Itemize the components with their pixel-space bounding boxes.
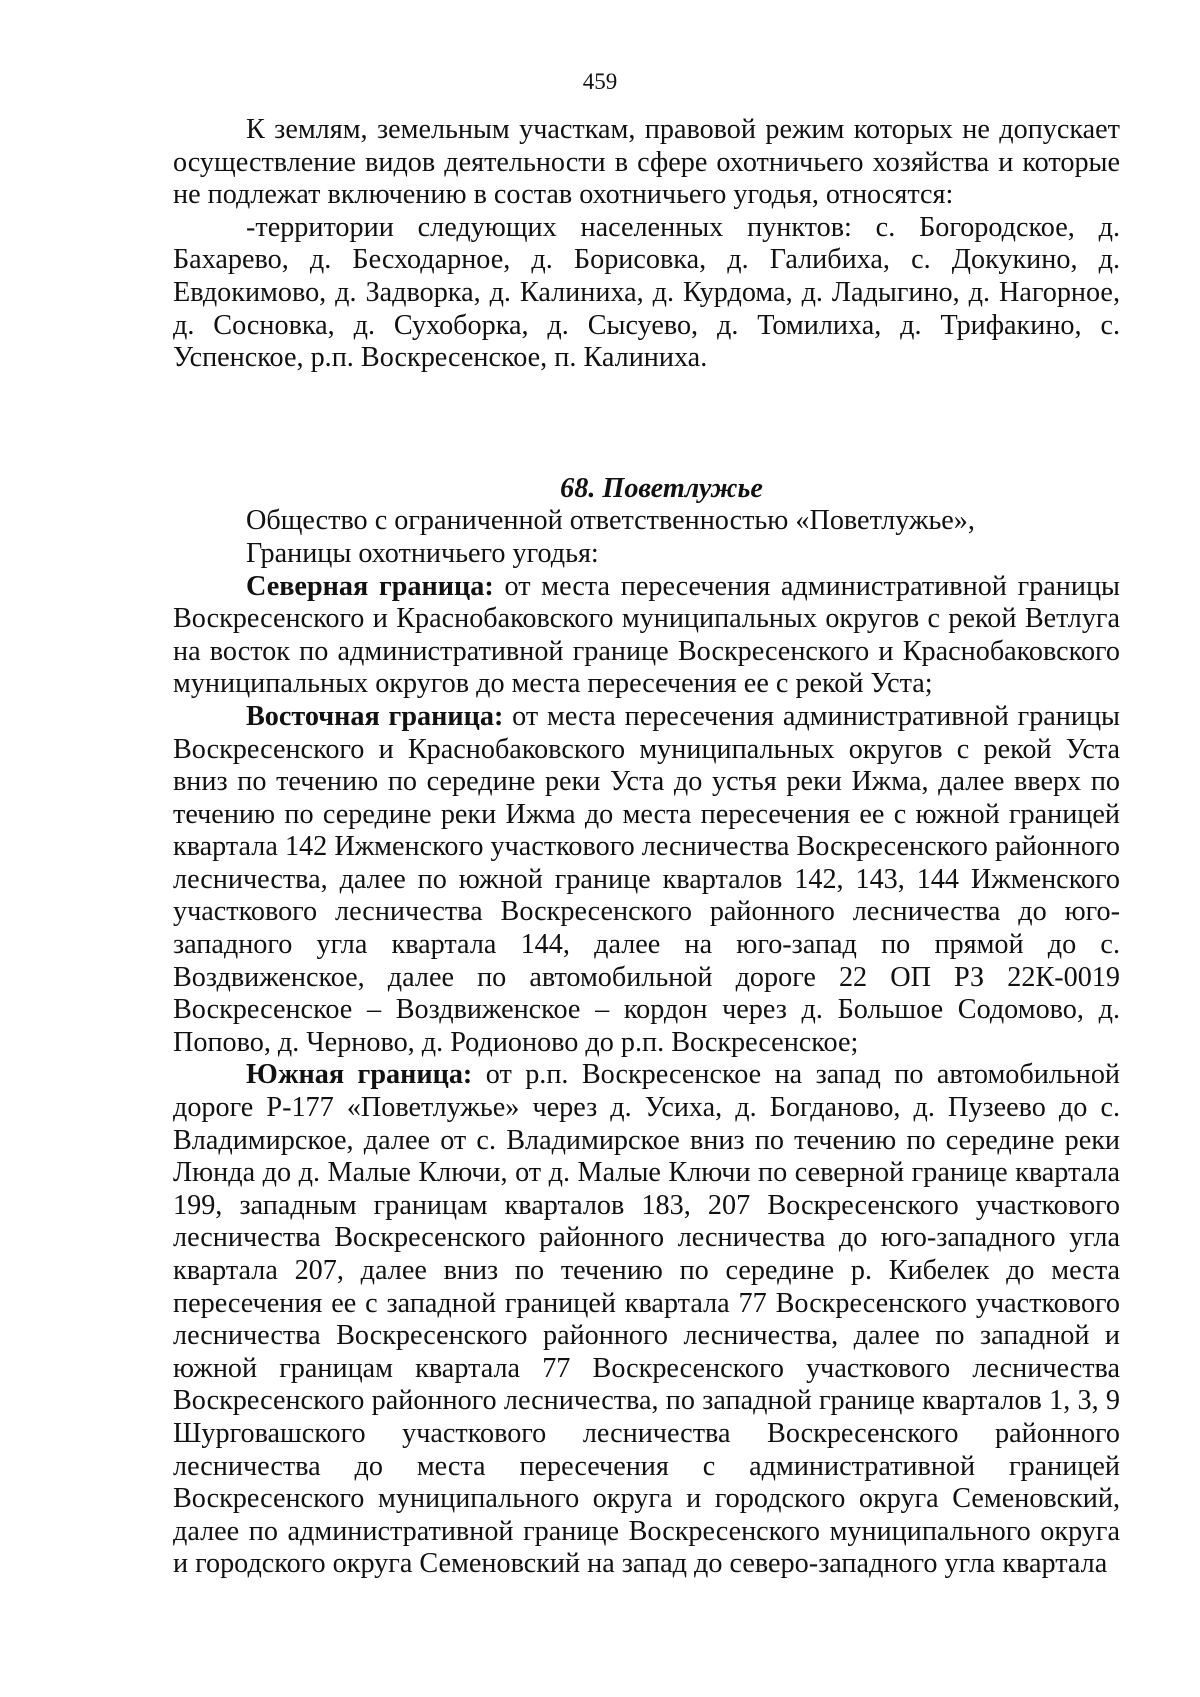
east-boundary-label: Восточная граница: xyxy=(246,700,504,732)
east-boundary-text: от места пересечения административной границы Воскресенского и Краснобаковского муниципальных округов с рекой Уста вниз по течению по середине реки Уста до устья реки Ижма, далее вверх по течению по середине реки Ижма до места пересечения ее с южной границей квартала 142 Ижменского участкового лесничества Воскресенского районного лесничества, далее по южной границе кварталов 142, 143, 144 Ижменского участкового лесничества Воскресенского районного лесничества до юго-западного угла квартала 144, далее на юго-запад по прямой до с. Воздвиженское, далее по автомобильной дороге 22 ОП РЗ 22К-0019 Воскресенское – Воздвиженское – кордон через д. Большое Содомово, д. Попово, д. Черново, д. Родионово до р.п. Воскресенское; xyxy=(173,700,1121,1058)
organization-name: Общество с ограниченной ответственностью «Поветлужье», xyxy=(246,505,975,537)
south-boundary-text: от р.п. Воскресенское на запад по автомобильной дороге Р-177 «Поветлужье» через д. Усиха, д. Богданово, д. Пузеево до с. Владимирское, далее от с. Владимирское вниз по течению по середине реки Люнда до д. Малые Ключи, от д. Малые Ключи по северной границе квартала 199, западным границам кварталов 183, 207 Воскресенского участкового лесничества Воскресенского районного лесничества до юго-западного угла квартала 207, далее вниз по течению по середине р. Кибелек до места пересечения ее с западной границей квартала 77 Воскресенского участкового лесничества Воскресенского районного лесничества, далее по западной и южной границам квартала 77 Воскресенского участкового лесничества Воскресенского районного лесничества, по западной границе кварталов 1, 3, 9 Шурговашского участкового лесничества Воскресенского районного лесничества до места пересечения с административной границей Воскресенского муниципального округа и городского округа Семеновский, далее по административной границе Воскресенского муниципального округа и городского округа Семеновский на запад до северо-западного угла квартала xyxy=(173,1059,1120,1580)
north-boundary-label: Северная граница: xyxy=(246,570,494,602)
north-boundary-paragraph xyxy=(173,571,1120,701)
document-body xyxy=(173,114,1120,1581)
section-title: 68. Поветлужье xyxy=(560,472,763,504)
north-boundary-text: от места пересечения административной границы Воскресенского и Краснобаковского муниципальных округов с рекой Ветлуга на восток по административной границе Воскресенского и Краснобаковского муниципальных округов до места пересечения ее с рекой Уста; xyxy=(173,570,1120,700)
boundaries-heading: Границы охотничьего угодья: xyxy=(246,537,599,569)
settlements-paragraph: -территории следующих населенных пунктов: с. Богородское, д. Бахарево, д. Бесходарное, д. Борисовка, д. Галибиха, с. Докукино, д. Евдокимово, д. Задворка, д. Калиниха, д. Курдома, д. Ладыгино, д. Нагорное, д. Сосновка, д. Сухоборка, д. Сысуево, д. Томилиха, д. Трифакино, с. Успенское, р.п. Воскресенское, п. Калиниха. xyxy=(173,211,1120,374)
south-boundary-label: Южная граница: xyxy=(246,1059,473,1091)
intro-paragraph: К землям, земельным участкам, правовой режим которых не допускает осуществление видов деятельности в сфере охотничьего хозяйства и которые не подлежат включению в состав охотничьего угодья, относятся: xyxy=(173,114,1120,211)
east-boundary-paragraph xyxy=(173,701,1120,1060)
south-boundary-paragraph xyxy=(173,1059,1120,1581)
section-spacer xyxy=(173,375,1120,473)
page-number: 459 xyxy=(582,69,618,94)
